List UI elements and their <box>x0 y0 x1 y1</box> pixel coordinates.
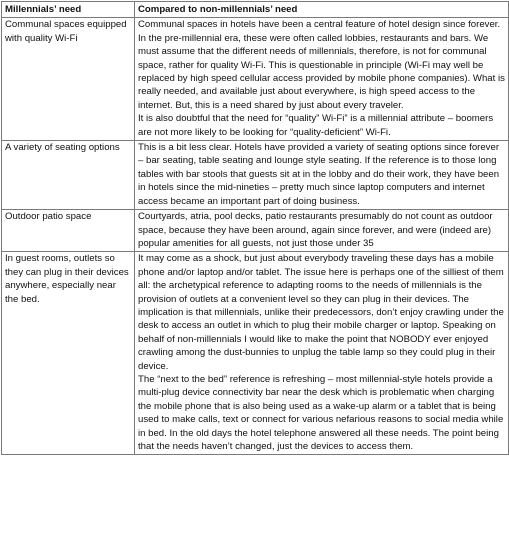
comparison-cell <box>135 252 509 455</box>
table-row <box>2 210 509 252</box>
comparison-table <box>1 1 509 455</box>
comparison-paragraph: Courtyards, atria, pool decks, patio restaurants presumably do not count as outdoor space, because they have been around, again since forever, and were (indeed are) popular amenities for all guests, not just those under 35 <box>138 211 493 249</box>
comparison-cell <box>135 210 509 252</box>
need-cell: A variety of seating options <box>2 141 135 210</box>
need-cell: In guest rooms, outlets so they can plug in their devices anywhere, especially near the bed. <box>2 252 135 455</box>
comparison-cell <box>135 18 509 141</box>
comparison-paragraph: The “next to the bed” reference is refreshing – most millennial-style hotels provide a multi-plug device connectivity bar near the desk which is problematic when charging the mobile phone that is also being used as a wake-up alarm or a tablet that is being used to make calls, text or connect for various nefarious reasons to social media while in bed. In the old days the hotel telephone answered all these needs. The point being that the needs haven’t changed, just the devices to access them. <box>138 373 504 452</box>
comparison-paragraph: This is a bit less clear. Hotels have provided a variety of seating options since forever – bar seating, table seating and lounge style seating. If the reference is to those long tables with bar stools that guests sit at in the lobby and do their work, they have been in hotels since the mid-nineties – pretty much since laptop computers and internet access became an important part of doing business. <box>138 142 500 207</box>
table-row <box>2 252 509 455</box>
header-millennials-need: Millennials’ need <box>2 2 135 18</box>
table-row <box>2 18 509 141</box>
table-header-row <box>2 2 509 18</box>
table-row <box>2 141 509 210</box>
need-cell: Communal spaces equipped with quality Wi-Fi <box>2 18 135 141</box>
need-cell: Outdoor patio space <box>2 210 135 252</box>
comparison-cell <box>135 141 509 210</box>
header-non-millennials-need: Compared to non-millennials’ need <box>135 2 509 18</box>
comparison-paragraph: It is also doubtful that the need for “quality” Wi-Fi” is a millennial attribute – boomers are not more likely to be looking for “quality-deficient” Wi-Fi. <box>138 113 494 138</box>
comparison-paragraph: It may come as a shock, but just about everybody traveling these days has a mobile phone and/or laptop and/or tablet. The issue here is perhaps one of the silliest of them all: the archetypical reference to adapting rooms to the needs of millennials is the provision of outlets at a convenient level so they can plug in their devices. The implication is that millennials, unlike their predecessors, don’t enjoy crawling under the desk to access an outlet in which to plug their mobile charger or laptop. Speaking on behalf of non-millennials I would like to make the point that NOBODY ever enjoyed crawling among the dust-bunnies to unplug the table lamp so they could plug in their device. <box>138 253 504 372</box>
comparison-paragraph: Communal spaces in hotels have been a central feature of hotel design since forever. In the pre-millennial era, these were often called lobbies, restaurants and bars. We must assume that the different needs of millennials, therefore, is not for communal space, rather for quality Wi-Fi. This is questionable in principle (Wi-Fi may well be replaced by high speed cellular access provided by mobile phone companies). What is really needed, and available just about everywhere, is high speed access to the internet. But, this is a need shared by just about every traveler. <box>138 19 505 111</box>
